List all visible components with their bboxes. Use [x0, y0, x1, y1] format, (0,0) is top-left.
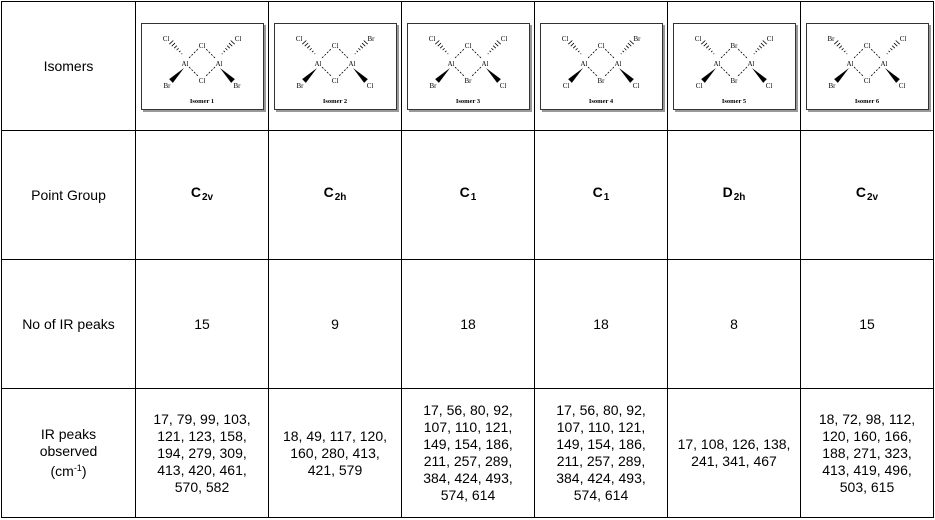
atom-label-terminal: Cl — [898, 81, 905, 90]
hashed-bond-stroke — [706, 45, 709, 47]
ir-peaks-line: 17, 56, 80, 92, — [423, 402, 513, 418]
ir-peaks-line: 17, 79, 99, 103, — [153, 410, 251, 427]
atom-label-metal: Al — [880, 59, 887, 68]
atom-label-metal: Al — [747, 59, 754, 68]
atom-label-terminal: Cl — [695, 81, 702, 90]
wedge-bond — [834, 68, 849, 83]
hashed-bond-stroke — [176, 48, 178, 50]
hashed-bond-stroke — [841, 48, 843, 50]
bridge-bond — [205, 67, 215, 77]
isomer-structure-cell — [535, 2, 668, 131]
hashed-bond-stroke — [361, 43, 364, 46]
ir-peaks-line: 503, 615 — [839, 478, 895, 495]
atom-label-metal: Al — [447, 59, 454, 68]
point-group-subscript: 2v — [202, 192, 214, 203]
hashed-bond-stroke — [892, 45, 895, 47]
hashed-bond-stroke — [356, 50, 357, 51]
hashed-bond-stroke — [171, 43, 174, 46]
wedge-bond — [568, 68, 583, 83]
hashed-bond-stroke — [890, 48, 892, 50]
hashed-bond-stroke — [703, 43, 706, 46]
ir-peaks-cell — [402, 389, 535, 518]
hashed-bond-stroke — [713, 53, 714, 54]
hashed-bond-stroke — [179, 50, 180, 51]
hashed-bond-stroke — [494, 43, 497, 46]
atom-label-terminal: Cl — [234, 34, 241, 43]
atom-label-terminal: Cl — [562, 81, 569, 90]
hashed-bond-stroke — [626, 45, 629, 47]
ir-peaks-line: 574, 614 — [440, 487, 496, 503]
isomer-caption: Isomer 2 — [322, 97, 347, 105]
isomers-row — [2, 2, 934, 131]
bridge-bond — [854, 48, 864, 58]
hashed-bond-stroke — [493, 45, 496, 47]
ir-peaks-cell — [801, 389, 934, 518]
hashed-bond-stroke — [221, 53, 222, 54]
ir-peaks-line: 241, 341, 467 — [691, 453, 777, 469]
point-group-symbol: C — [459, 184, 470, 200]
atom-label-terminal: Cl — [162, 34, 169, 43]
atom-label-bridge: Cl — [198, 41, 205, 50]
bridge-bond — [189, 48, 199, 58]
hashed-bond-stroke — [846, 53, 847, 54]
isomer-structure-cell — [668, 2, 801, 131]
hashed-bond-stroke — [312, 50, 313, 51]
ir-peaks-line: 384, 424, 493, — [423, 470, 513, 486]
point-group-subscript: 2h — [334, 192, 347, 203]
molecule-svg — [408, 24, 529, 109]
hashed-bond-stroke — [181, 53, 182, 54]
isomer-structure-cell — [136, 2, 269, 131]
bridge-bond — [205, 48, 215, 58]
ir-peaks-cell — [668, 389, 801, 518]
hashed-bond-stroke — [701, 40, 705, 44]
atom-label-bridge: Cl — [331, 76, 338, 85]
hashed-bond-stroke — [575, 48, 577, 50]
atom-label-terminal: Cl — [766, 34, 773, 43]
ir-peaks-line: 188, 271, 323, — [822, 444, 912, 461]
row-label-ir-peaks-unit: $(cm^{-1})$ — [50, 463, 87, 479]
hashed-bond-stroke — [711, 50, 712, 51]
ir-peaks-line: 211, 257, 289, — [556, 453, 646, 469]
atom-label-terminal: Cl — [899, 34, 906, 43]
ir-count-cell: 18 — [535, 260, 668, 389]
point-group-subscript: 2v — [867, 192, 879, 203]
hashed-bond-stroke — [620, 53, 621, 54]
bridge-bond — [322, 67, 332, 77]
molecule-svg — [807, 24, 928, 109]
wedge-bond — [701, 68, 716, 83]
atom-label-metal: Al — [215, 59, 222, 68]
hashed-bond-stroke — [225, 48, 227, 50]
ir-peaks-cell — [535, 389, 668, 518]
isomer-structure-image — [540, 23, 663, 110]
ir-peaks-line: 17, 56, 80, 92, — [556, 402, 646, 418]
atom-label-terminal: Br — [296, 81, 303, 90]
ir-peaks-line: 211, 257, 289, — [423, 453, 513, 469]
ir-peaks-line: 160, 280, 413, — [290, 444, 380, 461]
molecule-svg — [275, 24, 396, 109]
wedge-bond — [435, 68, 450, 83]
isomer-structure-cell — [269, 2, 402, 131]
wedge-bond — [486, 68, 501, 83]
bridge-bond — [588, 48, 598, 58]
bridge-bond — [471, 67, 481, 77]
row-label-ir-peaks-line2: observed — [39, 443, 98, 459]
hashed-bond-stroke — [844, 50, 845, 51]
isomer-structure-image — [274, 23, 397, 110]
isomer-caption: Isomer 5 — [721, 97, 746, 105]
hashed-bond-stroke — [227, 45, 230, 47]
bridge-bond — [588, 67, 598, 77]
atom-label-terminal: Br — [233, 81, 240, 90]
isomer-caption: Isomer 1 — [189, 97, 214, 105]
point-group-symbol: C — [855, 184, 866, 200]
wedge-bond — [353, 68, 368, 83]
bridge-bond — [338, 48, 348, 58]
point-group-symbol: C — [323, 184, 334, 200]
atom-label-bridge: Cl — [331, 41, 338, 50]
point-group-symbol: C — [190, 184, 201, 200]
atom-label-metal: Al — [181, 59, 188, 68]
atom-label-bridge: Br — [730, 76, 737, 85]
ir-peaks-line: 413, 419, 496, — [822, 461, 912, 478]
hashed-bond-stroke — [570, 43, 573, 46]
molecule-svg — [541, 24, 662, 109]
row-label-isomers: Isomers — [2, 2, 136, 131]
hashed-bond-stroke — [888, 50, 889, 51]
bridge-bond — [870, 48, 880, 58]
atom-label-terminal: Cl — [765, 81, 772, 90]
ir-peaks-line: 384, 424, 493, — [556, 470, 646, 486]
hashed-bond-stroke — [839, 45, 842, 47]
point-group-symbol: C — [592, 184, 603, 200]
bridge-bond — [870, 67, 880, 77]
hashed-bond-stroke — [228, 43, 231, 46]
hashed-bond-stroke — [445, 50, 446, 51]
hashed-bond-stroke — [757, 48, 759, 50]
hashed-bond-stroke — [489, 50, 490, 51]
atom-label-bridge: Cl — [597, 41, 604, 50]
point-group-row — [2, 131, 934, 260]
hashed-bond-stroke — [358, 48, 360, 50]
ir-peaks-line: 421, 579 — [307, 461, 363, 478]
hashed-bond-stroke — [354, 53, 355, 54]
atom-label-terminal: Br — [163, 81, 170, 90]
hashed-bond-stroke — [893, 43, 896, 46]
hashed-bond-stroke — [836, 43, 839, 46]
hashed-bond-stroke — [304, 43, 307, 46]
hashed-bond-stroke — [487, 53, 488, 54]
ir-peaks-line: 121, 123, 158, — [157, 427, 247, 444]
ir-peaks-line: 18, 49, 117, 120, — [282, 427, 388, 444]
atom-label-metal: Al — [314, 59, 321, 68]
hashed-bond-stroke — [307, 45, 310, 47]
isomer-caption: Isomer 6 — [854, 97, 879, 105]
hashed-bond-stroke — [437, 43, 440, 46]
hashed-bond-stroke — [627, 43, 630, 46]
point-group-cell — [668, 131, 801, 260]
hashed-bond-stroke — [622, 50, 623, 51]
ir-peaks-line: 570, 582 — [174, 478, 230, 495]
atom-label-metal: Al — [846, 59, 853, 68]
bridge-bond — [721, 48, 731, 58]
ir-peaks-line: 17, 108, 126, 138, — [677, 436, 791, 452]
hashed-bond-stroke — [442, 48, 444, 50]
atom-label-bridge: Cl — [464, 41, 471, 50]
atom-label-terminal: Br — [367, 34, 374, 43]
hashed-bond-stroke — [360, 45, 363, 47]
atom-label-terminal: Br — [827, 34, 834, 43]
atom-label-terminal: Br — [633, 34, 640, 43]
hashed-bond-stroke — [568, 40, 572, 44]
atom-label-terminal: Cl — [366, 81, 373, 90]
atom-label-bridge: Cl — [863, 76, 870, 85]
point-group-cell — [136, 131, 269, 260]
hashed-bond-stroke — [440, 45, 443, 47]
atom-label-terminal: Cl — [295, 34, 302, 43]
ir-peaks-line: 107, 110, 121, — [423, 419, 513, 435]
ir-peaks-line: 149, 154, 186, — [423, 436, 513, 452]
ir-peaks-line: 18, 72, 98, 112, — [818, 410, 916, 427]
atom-label-terminal: Cl — [632, 81, 639, 90]
wedge-bond — [220, 68, 235, 83]
bridge-bond — [854, 67, 864, 77]
atom-label-terminal: Br — [828, 81, 835, 90]
wedge-bond — [169, 68, 184, 83]
ir-peaks-line: 574, 614 — [573, 487, 629, 503]
row-label-ir-peaks-line1: IR peaks — [40, 426, 97, 442]
isomer-caption: Isomer 3 — [455, 97, 480, 105]
bridge-bond — [721, 67, 731, 77]
hashed-bond-stroke — [447, 53, 448, 54]
ir-count-cell: 9 — [269, 260, 402, 389]
ir-peaks-line: 149, 154, 186, — [556, 436, 646, 452]
atom-label-bridge: Br — [464, 76, 471, 85]
bridge-bond — [338, 67, 348, 77]
bridge-bond — [604, 48, 614, 58]
hashed-bond-stroke — [753, 53, 754, 54]
ir-peaks-row — [2, 389, 934, 518]
atom-label-metal: Al — [580, 59, 587, 68]
hashed-bond-stroke — [580, 53, 581, 54]
atom-label-metal: Al — [348, 59, 355, 68]
point-group-cell — [801, 131, 934, 260]
isomer-structure-image — [806, 23, 929, 110]
atom-label-bridge: Br — [597, 76, 604, 85]
isomer-structure-cell — [801, 2, 934, 131]
hashed-bond-stroke — [573, 45, 576, 47]
hashed-bond-stroke — [302, 40, 306, 44]
hashed-bond-stroke — [708, 48, 710, 50]
bridge-bond — [737, 48, 747, 58]
isomer-table — [1, 1, 934, 518]
bridge-bond — [737, 67, 747, 77]
isomer-structure-image — [407, 23, 530, 110]
hashed-bond-stroke — [886, 53, 887, 54]
ir-count-cell: 15 — [801, 260, 934, 389]
hashed-bond-stroke — [759, 45, 762, 47]
point-group-subscript: 1 — [470, 192, 477, 203]
ir-peaks-line: 120, 160, 166, — [822, 427, 912, 444]
atom-label-bridge: Br — [730, 41, 737, 50]
atom-label-bridge: Cl — [863, 41, 870, 50]
wedge-bond — [619, 68, 634, 83]
point-group-cell — [269, 131, 402, 260]
hashed-bond-stroke — [624, 48, 626, 50]
bridge-bond — [322, 48, 332, 58]
atom-label-terminal: Cl — [499, 81, 506, 90]
hashed-bond-stroke — [435, 40, 439, 44]
wedge-bond — [885, 68, 900, 83]
atom-label-terminal: Cl — [500, 34, 507, 43]
bridge-bond — [189, 67, 199, 77]
row-label-point-group: Point Group — [2, 131, 136, 260]
point-group-subscript: 2h — [733, 192, 746, 203]
atom-label-terminal: Cl — [694, 34, 701, 43]
atom-label-terminal: Br — [429, 81, 436, 90]
molecule-svg — [142, 24, 263, 109]
hashed-bond-stroke — [755, 50, 756, 51]
ir-count-cell: 18 — [402, 260, 535, 389]
bridge-bond — [604, 67, 614, 77]
ir-peaks-line: 107, 110, 121, — [556, 419, 646, 435]
hashed-bond-stroke — [578, 50, 579, 51]
hashed-bond-stroke — [760, 43, 763, 46]
ir-count-row — [2, 260, 934, 389]
point-group-cell — [402, 131, 535, 260]
atom-label-metal: Al — [713, 59, 720, 68]
hashed-bond-stroke — [169, 40, 173, 44]
ir-count-cell: 8 — [668, 260, 801, 389]
isomer-caption: Isomer 4 — [588, 97, 613, 105]
bridge-bond — [455, 67, 465, 77]
wedge-bond — [752, 68, 767, 83]
point-group-subscript: 1 — [603, 192, 610, 203]
bridge-bond — [455, 48, 465, 58]
row-label-ir-peaks — [2, 389, 136, 518]
molecule-svg — [674, 24, 795, 109]
wedge-bond — [302, 68, 317, 83]
ir-peaks-line: 413, 420, 461, — [157, 461, 247, 478]
isomer-structure-image — [673, 23, 796, 110]
ir-count-cell: 15 — [136, 260, 269, 389]
atom-label-terminal: Cl — [561, 34, 568, 43]
isomer-structure-cell — [402, 2, 535, 131]
hashed-bond-stroke — [314, 53, 315, 54]
ir-peaks-cell — [136, 389, 269, 518]
point-group-cell — [535, 131, 668, 260]
isomer-structure-image — [141, 23, 264, 110]
atom-label-bridge: Cl — [198, 76, 205, 85]
hashed-bond-stroke — [309, 48, 311, 50]
atom-label-metal: Al — [481, 59, 488, 68]
ir-peaks-cell — [269, 389, 402, 518]
hashed-bond-stroke — [174, 45, 177, 47]
hashed-bond-stroke — [223, 50, 224, 51]
point-group-symbol: D — [722, 184, 733, 200]
row-label-ir-count: No of IR peaks — [2, 260, 136, 389]
atom-label-metal: Al — [614, 59, 621, 68]
hashed-bond-stroke — [491, 48, 493, 50]
hashed-bond-stroke — [834, 40, 838, 44]
bridge-bond — [471, 48, 481, 58]
atom-label-terminal: Cl — [428, 34, 435, 43]
ir-peaks-line: 194, 279, 309, — [157, 444, 247, 461]
